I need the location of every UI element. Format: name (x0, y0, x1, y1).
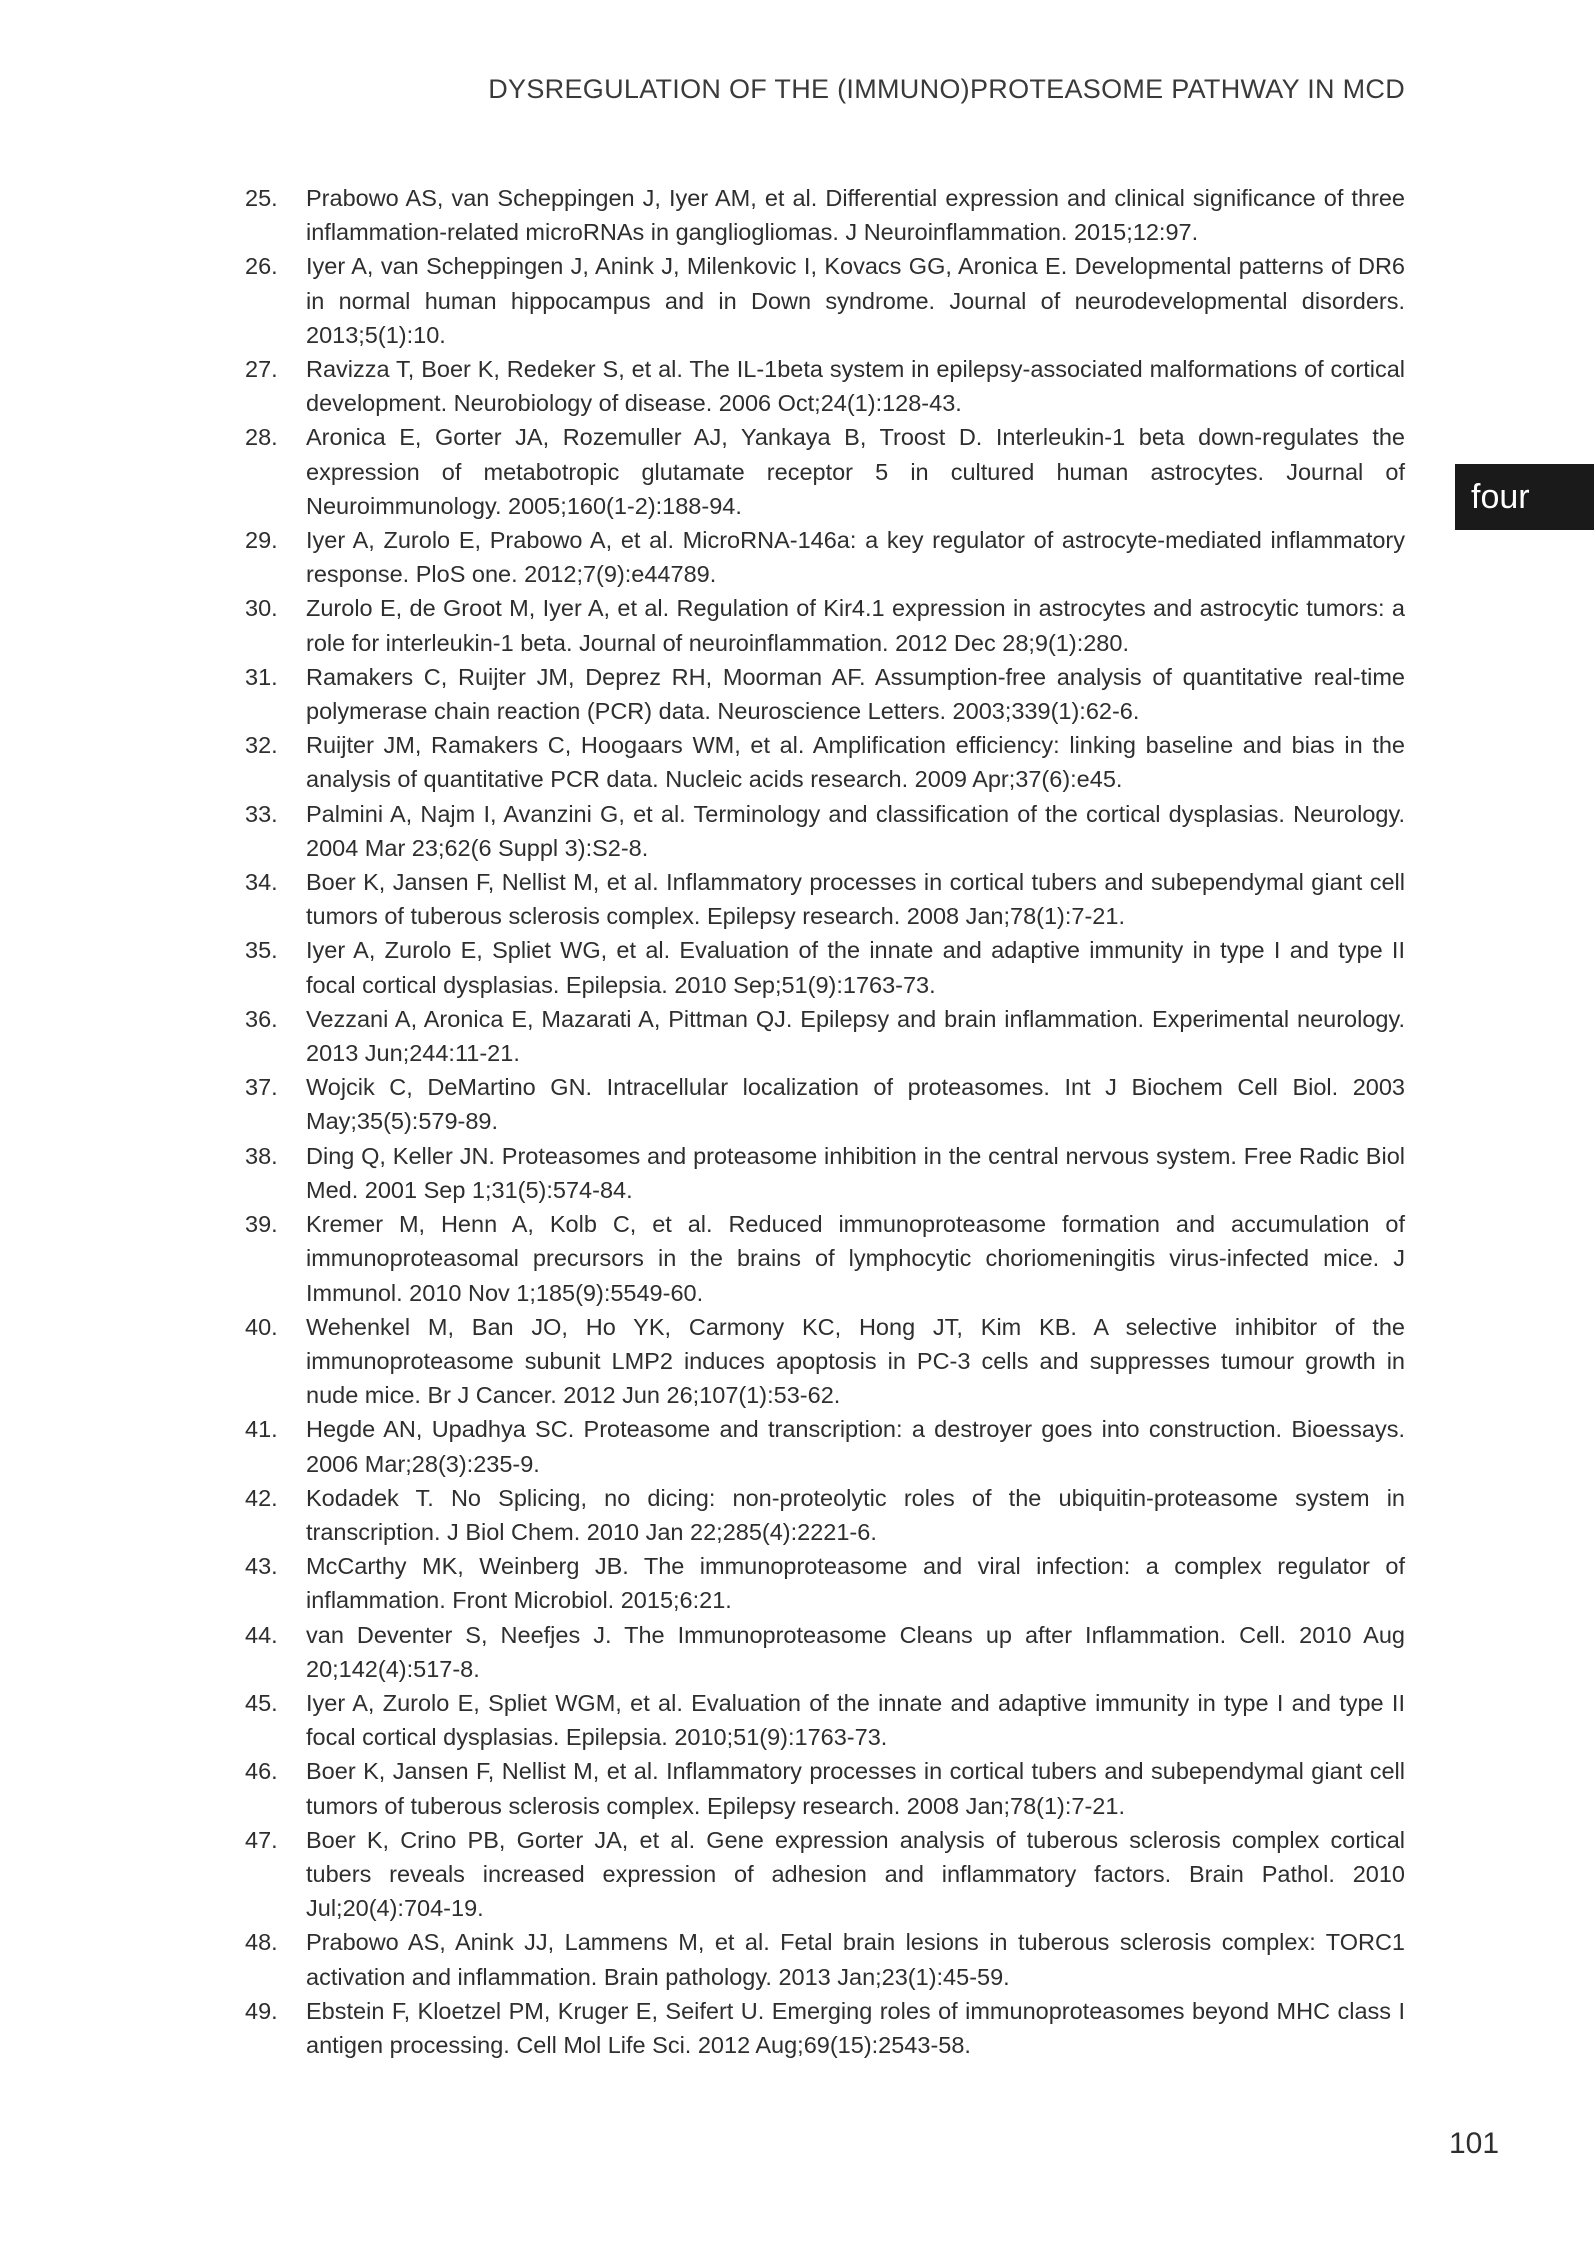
reference-text: Boer K, Crino PB, Gorter JA, et al. Gene expression analysis of tuberous sclerosis complex cortical tubers reveals increased expression of adhesion and inflammatory factors. Brain Pathol. 2010 Jul;20(4):704-19. (306, 1826, 1405, 1922)
reference-number: 41. (245, 1416, 278, 1443)
reference-item (245, 1686, 1405, 1754)
reference-item (245, 1994, 1405, 2062)
reference-text: Zurolo E, de Groot M, Iyer A, et al. Regulation of Kir4.1 expression in astrocytes and astrocytic tumors: a role for interleukin-1 beta. Journal of neuroinflammation. 2012 Dec 28;9(1):280. (306, 595, 1405, 656)
reference-item (245, 1481, 1405, 1549)
reference-text: Wojcik C, DeMartino GN. Intracellular localization of proteasomes. Int J Biochem Cell Biol. 2003 May;35(5):579-89. (306, 1074, 1405, 1135)
reference-number: 36. (245, 1005, 278, 1032)
reference-text: Iyer A, van Scheppingen J, Anink J, Milenkovic I, Kovacs GG, Aronica E. Developmental patterns of DR6 in normal human hippocampus and in Down syndrome. Journal of neurodevelopmental disorders. 2013;5(1):10. (306, 253, 1405, 348)
reference-text: Ebstein F, Kloetzel PM, Kruger E, Seifert U. Emerging roles of immunoproteasomes beyond MHC class I antigen processing. Cell Mol Life Sci. 2012 Aug;69(15):2543-58. (306, 1997, 1405, 2058)
chapter-tab (1455, 464, 1594, 530)
reference-number: 34. (245, 869, 278, 896)
reference-item (245, 1754, 1405, 1822)
reference-number: 37. (245, 1074, 278, 1101)
chapter-tab-label: four (1471, 478, 1530, 516)
reference-number: 26. (245, 253, 278, 280)
running-header: DYSREGULATION OF THE (IMMUNO)PROTEASOME PATHWAY IN MCD (488, 74, 1405, 104)
reference-item (245, 1549, 1405, 1617)
reference-item (245, 1412, 1405, 1480)
reference-item (245, 1310, 1405, 1413)
reference-text: Ruijter JM, Ramakers C, Hoogaars WM, et al. Amplification efficiency: linking baseline and bias in the analysis of quantitative PCR data. Nucleic acids research. 2009 Apr;37(6):e45. (306, 732, 1405, 793)
reference-number: 28. (245, 424, 278, 451)
reference-number: 27. (245, 356, 278, 383)
reference-text: Aronica E, Gorter JA, Rozemuller AJ, Yankaya B, Troost D. Interleukin-1 beta down-regulates the expression of metabotropic glutamate receptor 5 in cultured human astrocytes. Journal of Neuroimmunology. 2005;160(1-2):188-94. (306, 424, 1405, 519)
reference-text: Hegde AN, Upadhya SC. Proteasome and transcription: a destroyer goes into construction. Bioessays. 2006 Mar;28(3):235-9. (306, 1416, 1405, 1477)
page-number: 101 (1449, 2127, 1500, 2160)
reference-text: Boer K, Jansen F, Nellist M, et al. Inflammatory processes in cortical tubers and subependymal giant cell tumors of tuberous sclerosis complex. Epilepsy research. 2008 Jan;78(1):7-21. (306, 1758, 1405, 1819)
reference-item (245, 1139, 1405, 1207)
reference-text: Iyer A, Zurolo E, Prabowo A, et al. MicroRNA-146a: a key regulator of astrocyte-mediated inflammatory response. PloS one. 2012;7(9):e44789. (306, 527, 1405, 588)
reference-text: Iyer A, Zurolo E, Spliet WG, et al. Evaluation of the innate and adaptive immunity in type I and type II focal cortical dysplasias. Epilepsia. 2010 Sep;51(9):1763-73. (306, 937, 1405, 998)
reference-text: Ravizza T, Boer K, Redeker S, et al. The IL-1beta system in epilepsy-associated malformations of cortical development. Neurobiology of disease. 2006 Oct;24(1):128-43. (306, 356, 1405, 417)
reference-number: 25. (245, 185, 278, 211)
reference-number: 47. (245, 1826, 278, 1853)
reference-item (245, 797, 1405, 865)
reference-text: Vezzani A, Aronica E, Mazarati A, Pittman QJ. Epilepsy and brain inflammation. Experimental neurology. 2013 Jun;244:11-21. (306, 1005, 1405, 1067)
reference-item (245, 1925, 1405, 1993)
reference-text: McCarthy MK, Weinberg JB. The immunoproteasome and viral infection: a complex regulator of inflammation. Front Microbiol. 2015;6:21. (306, 1553, 1405, 1614)
reference-number: 42. (245, 1484, 278, 1511)
reference-number: 30. (245, 595, 278, 622)
reference-item (245, 660, 1405, 728)
reference-number: 48. (245, 1929, 278, 1956)
reference-number: 32. (245, 732, 278, 759)
reference-number: 39. (245, 1211, 278, 1238)
reference-text: Prabowo AS, Anink JJ, Lammens M, et al. Fetal brain lesions in tuberous sclerosis complex: TORC1 activation and inflammation. Brain pathology. 2013 Jan;23(1):45-59. (306, 1929, 1405, 1990)
reference-text: Ramakers C, Ruijter JM, Deprez RH, Moorman AF. Assumption-free analysis of quantitative real-time polymerase chain reaction (PCR) data. Neuroscience Letters. 2003;339(1):62-6. (306, 663, 1405, 725)
reference-item (245, 523, 1405, 591)
reference-item (245, 352, 1405, 420)
reference-text: Wehenkel M, Ban JO, Ho YK, Carmony KC, Hong JT, Kim KB. A selective inhibitor of the immunoproteasome subunit LMP2 induces apoptosis in PC-3 cells and suppresses tumour growth in nude mice. Br J Cancer. 2012 Jun 26;107(1):53-62. (306, 1313, 1405, 1409)
reference-number: 31. (245, 663, 278, 690)
reference-number: 38. (245, 1142, 278, 1169)
reference-item (245, 1618, 1405, 1686)
reference-text: Iyer A, Zurolo E, Spliet WGM, et al. Evaluation of the innate and adaptive immunity in type I and type II focal cortical dysplasias. Epilepsia. 2010;51(9):1763-73. (306, 1689, 1405, 1751)
reference-number: 44. (245, 1621, 278, 1648)
reference-text: Ding Q, Keller JN. Proteasomes and proteasome inhibition in the central nervous system. Free Radic Biol Med. 2001 Sep 1;31(5):574-84. (306, 1142, 1405, 1203)
reference-number: 49. (245, 1997, 278, 2024)
reference-item (245, 181, 1405, 249)
reference-item (245, 865, 1405, 933)
reference-text: van Deventer S, Neefjes J. The Immunoproteasome Cleans up after Inflammation. Cell. 2010 Aug 20;142(4):517-8. (306, 1621, 1405, 1682)
reference-number: 40. (245, 1313, 278, 1340)
reference-item (245, 1070, 1405, 1138)
reference-number: 29. (245, 527, 278, 554)
reference-number: 35. (245, 937, 278, 964)
reference-item (245, 728, 1405, 796)
reference-text: Kremer M, Henn A, Kolb C, et al. Reduced immunoproteasome formation and accumulation of immunoproteasomal precursors in the brains of lymphocytic choriomeningitis virus-infected mice. J Immunol. 2010 Nov 1;185(9):5549-60. (306, 1211, 1405, 1306)
reference-text: Boer K, Jansen F, Nellist M, et al. Inflammatory processes in cortical tubers and subependymal giant cell tumors of tuberous sclerosis complex. Epilepsy research. 2008 Jan;78(1):7-21. (306, 869, 1405, 930)
reference-number: 46. (245, 1758, 278, 1785)
reference-item (245, 933, 1405, 1001)
reference-text: Palmini A, Najm I, Avanzini G, et al. Terminology and classification of the cortical dysplasias. Neurology. 2004 Mar 23;62(6 Suppl 3):S2-8. (306, 800, 1405, 861)
reference-item (245, 249, 1405, 352)
reference-text: Kodadek T. No Splicing, no dicing: non-proteolytic roles of the ubiquitin-proteasome system in transcription. J Biol Chem. 2010 Jan 22;285(4):2221-6. (306, 1484, 1405, 1545)
reference-number: 45. (245, 1689, 278, 1716)
reference-number: 33. (245, 800, 278, 827)
reference-text: Prabowo AS, van Scheppingen J, Iyer AM, et al. Differential expression and clinical significance of three inflammation-related microRNAs in gangliogliomas. J Neuroinflammation. 2015;12:97. (306, 185, 1405, 246)
reference-number: 43. (245, 1553, 278, 1580)
reference-list (245, 181, 1405, 2062)
reference-item (245, 1207, 1405, 1310)
reference-item (245, 1823, 1405, 1926)
reference-item (245, 591, 1405, 659)
reference-item (245, 420, 1405, 523)
reference-item (245, 1002, 1405, 1070)
